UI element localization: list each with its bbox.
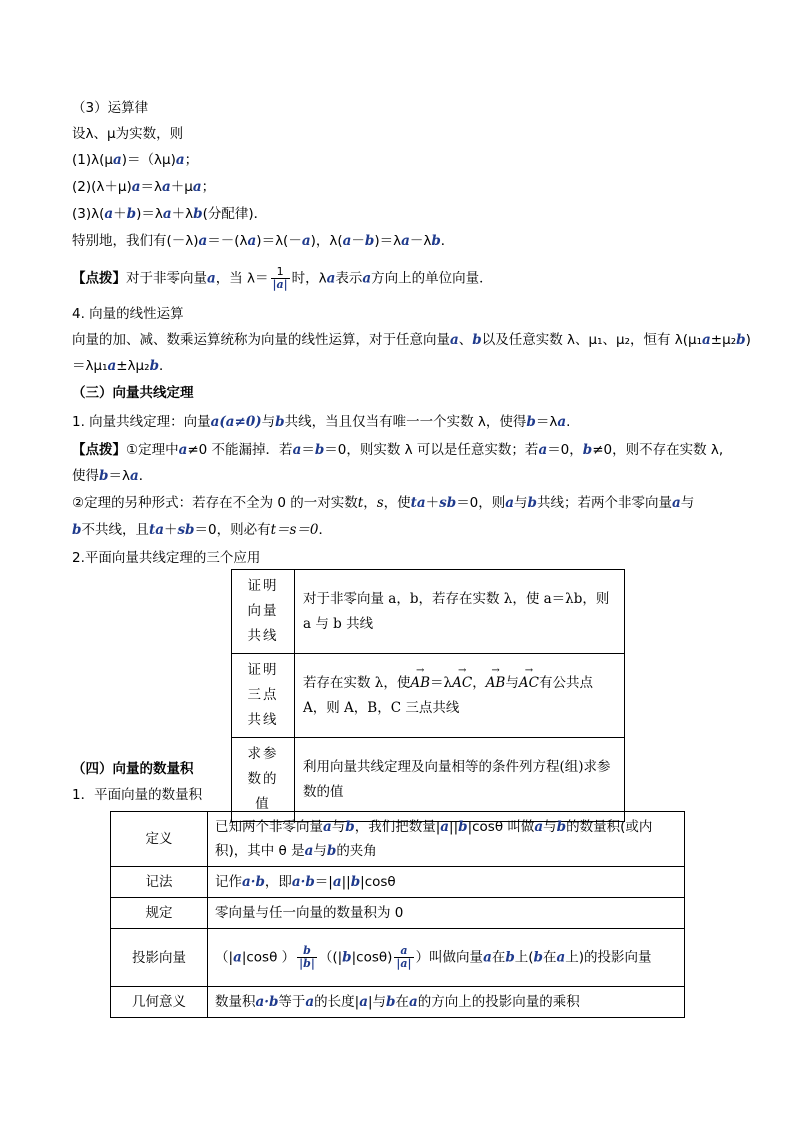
linear-ops-text-1: 向量的加、减、数乘运算统称为向量的线性运算，对于任意向量a、b以及任意实数 λ、μ₁、μ₂，恒有 λ(μ₁a±μ₂b) [72,332,751,348]
row-content: 已知两个非零向量a与b，我们把数量|a||b|cosθ 叫做a与b的数量积(或内 积)，其中 θ 是a与b的夹角 [208,812,685,867]
tip-label: 【点拨】 [72,442,126,458]
row-header: 规定 [111,898,208,929]
section-title-collinear: （三）向量共线定理 [72,385,194,401]
tip-label: 【点拨】 [72,270,126,287]
section-title-operation-laws: （3）运算律 [72,100,149,116]
fraction: $\frac{a}{|a|}$ [396,944,412,970]
tip-collinear-1: 【点拨】①定理中a≠0 不能漏掉．若a＝b＝0，则实数 λ 可以是任意实数；若a＝0，b≠0，则不存在实数 λ, [72,442,724,458]
fraction: $\frac{b}{|b|}$ [299,944,315,970]
collinear-theorem: 1. 向量共线定理：向量a(a≠0)与b共线，当且仅当有唯一一个实数 λ，使得b＝λa. [72,414,571,430]
linear-ops-text-2: ＝λμ₁a±λμ₂b． [72,358,173,374]
row-content: 利用向量共线定理及向量相等的条件列方程(组)求参数的值 [295,738,625,822]
law-3: (3)λ(a＋b)＝λa＋λb(分配律)． [72,206,268,222]
row-header: 几何意义 [111,987,208,1018]
row-header: 投影向量 [111,929,208,987]
table-row [111,812,685,867]
row-content: 记作a·b，即a·b＝|a||b|cosθ [208,867,685,898]
table-row [111,929,685,987]
table-row [232,654,625,738]
special-case: 特别地，我们有(－λ)a＝－(λa)＝λ(－a)，λ(a－b)＝λa－λb． [72,233,455,249]
row-content: （|a|cosθ ） $\frac{b}{|b|}$ （(|b|cosθ) $\frac{a}{|a|}$ ）叫做向量a在b上(b在a上)的投影向量 [208,929,685,987]
row-content: 数量积a·b等于a的长度|a|与b在a的方向上的投影向量的乘积 [208,987,685,1018]
table-row [111,898,685,929]
tip-collinear-2-cont: b不共线，且ta＋sb＝0，则必有t＝s＝0． [72,522,333,538]
applications-title: 2.平面向量共线定理的三个应用 [72,550,261,566]
tip-collinear-2: ②定理的另种形式：若存在不全为 0 的一对实数t，s，使ta＋sb＝0，则a与b共线；若两个非零向量a与 [72,495,695,511]
table-row [111,987,685,1018]
table-row [111,867,685,898]
tip-unit-vector: 【点拨】对于非零向量a，当 λ＝ $\frac{1}{|a|}$ 时，λa表示a方向上的单位向量． [72,265,493,291]
row-header: 证明三点共线 [232,654,295,738]
fraction: $\frac{1}{|a|}$ [272,265,288,291]
dot-product-subtitle: 1．平面向量的数量积 [72,787,203,803]
row-header: 定义 [111,812,208,867]
row-content: 对于非零向量 a，b，若存在实数 λ，使 a＝λb，则 a 与 b 共线 [295,570,625,654]
tip-collinear-1-cont: 使得b＝λa． [72,468,153,484]
row-content: 零向量与任一向量的数量积为 0 [208,898,685,929]
row-header: 求参数的值 [232,738,295,822]
row-header: 证明向量共线 [232,570,295,654]
row-header: 记法 [111,867,208,898]
dot-product-table [110,811,685,1018]
collinear-applications-table [231,569,625,822]
law-1: (1)λ(μa)＝（λμ)a； [72,152,199,168]
row-content: 若存在实数 λ，使→ AB＝λ→ AC，→ AB与→ AC有公共点 A，则 A，B，C 三点共线 [295,654,625,738]
section-title-linear-ops: 4. 向量的线性运算 [72,306,184,322]
laws-intro: 设λ、μ为实数，则 [72,126,184,142]
section-title-dot-product: （四）向量的数量积 [72,761,194,777]
table-row [232,570,625,654]
table-row [232,738,625,822]
law-2: (2)(λ＋μ)a＝λa＋μa； [72,179,216,195]
